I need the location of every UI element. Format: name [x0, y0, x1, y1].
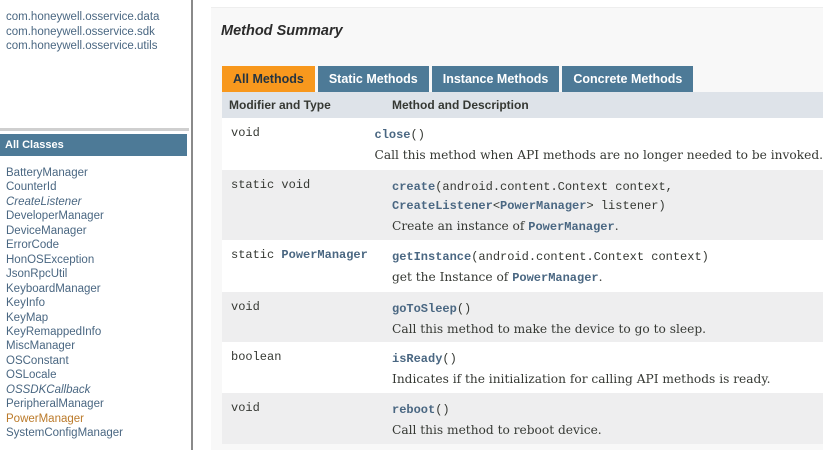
method-description: [392, 320, 823, 338]
generic-open: <: [492, 199, 501, 213]
modifier-text: void: [231, 300, 260, 314]
method-description: [375, 146, 823, 164]
description-text: .: [598, 270, 603, 284]
table-row: [222, 240, 823, 292]
method-cell: [375, 118, 823, 170]
method-name-link[interactable]: getInstance: [392, 250, 472, 264]
class-link[interactable]: DeviceManager: [6, 224, 87, 237]
table-row: [222, 342, 823, 393]
class-link[interactable]: SystemConfigManager: [6, 427, 123, 440]
class-link[interactable]: OSLocale: [6, 369, 57, 382]
method-signature: [375, 126, 823, 145]
modifier-text: void: [231, 401, 260, 415]
frame-border[interactable]: [191, 0, 193, 450]
method-cell: [392, 292, 823, 342]
method-params: (android.content.Context context): [471, 250, 709, 264]
method-params: (): [442, 352, 457, 366]
section-title: Method Summary: [221, 23, 343, 39]
class-link[interactable]: DeveloperManager: [6, 210, 104, 223]
return-type-link[interactable]: PowerManager: [281, 248, 368, 262]
class-link[interactable]: KeyboardManager: [6, 282, 101, 295]
method-signature: [392, 350, 823, 369]
class-link[interactable]: BatteryManager: [6, 167, 88, 179]
method-summary-table: [222, 92, 823, 444]
method-description: [392, 217, 823, 236]
modifier-text: void: [231, 126, 260, 140]
modifier-cell: [222, 393, 392, 444]
table-row: [222, 170, 823, 240]
all-classes-header: All Classes: [0, 134, 187, 156]
class-link[interactable]: OSConstant: [6, 354, 69, 367]
method-params: (): [456, 302, 472, 316]
class-ref-link[interactable]: PowerManager: [512, 271, 599, 285]
method-cell: [392, 170, 823, 240]
method-params-cont: > listener): [586, 199, 666, 213]
tab-static-methods[interactable]: Static Methods: [318, 66, 429, 92]
package-link[interactable]: com.honeywell.osservice.utils: [6, 40, 158, 52]
class-content-frame: [197, 0, 823, 450]
method-description: [392, 268, 823, 287]
modifier-text: static: [231, 248, 282, 262]
tab-instance-methods[interactable]: Instance Methods: [432, 66, 560, 92]
param-type-link[interactable]: CreateListener: [392, 199, 493, 213]
tab-all-methods[interactable]: All Methods: [222, 66, 315, 92]
method-filter-tabs: [222, 66, 696, 92]
modifier-cell: [222, 292, 392, 342]
navigation-frame: [0, 0, 192, 450]
method-params: (android.content.Context context,: [435, 180, 673, 194]
package-link[interactable]: com.honeywell.osservice.sdk: [6, 25, 155, 38]
param-type-link[interactable]: PowerManager: [500, 199, 587, 213]
description-text: Call this method to make the device to go to sleep.: [392, 322, 706, 336]
modifier-text: boolean: [231, 350, 282, 364]
modifier-cell: [222, 118, 375, 170]
column-header-method: Method and Description: [392, 98, 529, 112]
table-header: [222, 92, 823, 118]
method-signature: [392, 401, 823, 420]
modifier-cell: [222, 342, 392, 393]
description-text: Call this method when API methods are no longer needed to be invoked.: [374, 148, 823, 162]
description-text: get the Instance of: [392, 270, 513, 284]
method-description: [392, 370, 823, 388]
class-ref-link[interactable]: PowerManager: [528, 220, 615, 234]
method-params: (): [410, 128, 425, 142]
frame-resize-handle[interactable]: [0, 128, 189, 131]
method-description: [392, 421, 823, 439]
method-name-link[interactable]: reboot: [392, 403, 436, 417]
class-link[interactable]: OSSDKCallback: [6, 383, 91, 396]
modifier-cell: [222, 170, 392, 240]
class-link[interactable]: PeripheralManager: [6, 398, 104, 411]
method-name-link[interactable]: isReady: [392, 352, 443, 366]
class-link[interactable]: JsonRpcUtil: [6, 268, 68, 281]
method-name-link[interactable]: create: [392, 180, 436, 194]
method-name-link[interactable]: goToSleep: [392, 302, 457, 316]
description-text: Call this method to reboot device.: [392, 423, 602, 437]
column-header-modifier: Modifier and Type: [229, 98, 331, 112]
table-row: [222, 393, 823, 444]
modifier-text: static void: [231, 178, 311, 192]
class-link[interactable]: KeyMap: [6, 311, 49, 324]
method-signature: [392, 248, 823, 267]
method-name-link[interactable]: close: [374, 128, 411, 142]
class-link[interactable]: KeyRemappedInfo: [6, 325, 102, 338]
class-link[interactable]: CounterId: [6, 181, 57, 194]
method-cell: [392, 240, 823, 292]
modifier-cell: [222, 240, 392, 292]
class-link[interactable]: HonOSException: [6, 253, 95, 266]
table-body: [222, 118, 823, 444]
description-text: .: [614, 219, 619, 233]
class-list: [6, 166, 123, 441]
method-signature: [392, 178, 823, 197]
description-text: Create an instance of: [392, 219, 529, 233]
description-text: Indicates if the initialization for calling API methods is ready.: [392, 372, 771, 386]
class-link[interactable]: ErrorCode: [6, 239, 60, 252]
table-row: [222, 118, 823, 170]
method-signature: [392, 300, 823, 319]
package-list: [6, 10, 159, 54]
method-cell: [392, 393, 823, 444]
table-row: [222, 292, 823, 342]
method-cell: [392, 342, 823, 393]
method-summary-block: [211, 7, 823, 450]
package-link[interactable]: com.honeywell.osservice.data: [6, 11, 160, 23]
class-link[interactable]: PowerManager: [6, 412, 84, 425]
class-link[interactable]: CreateListener: [6, 195, 82, 208]
class-link[interactable]: KeyInfo: [6, 297, 45, 310]
method-params: (): [435, 403, 450, 417]
class-link[interactable]: MiscManager: [6, 340, 76, 353]
method-signature-cont: [392, 197, 823, 216]
tab-concrete-methods[interactable]: Concrete Methods: [562, 66, 693, 92]
